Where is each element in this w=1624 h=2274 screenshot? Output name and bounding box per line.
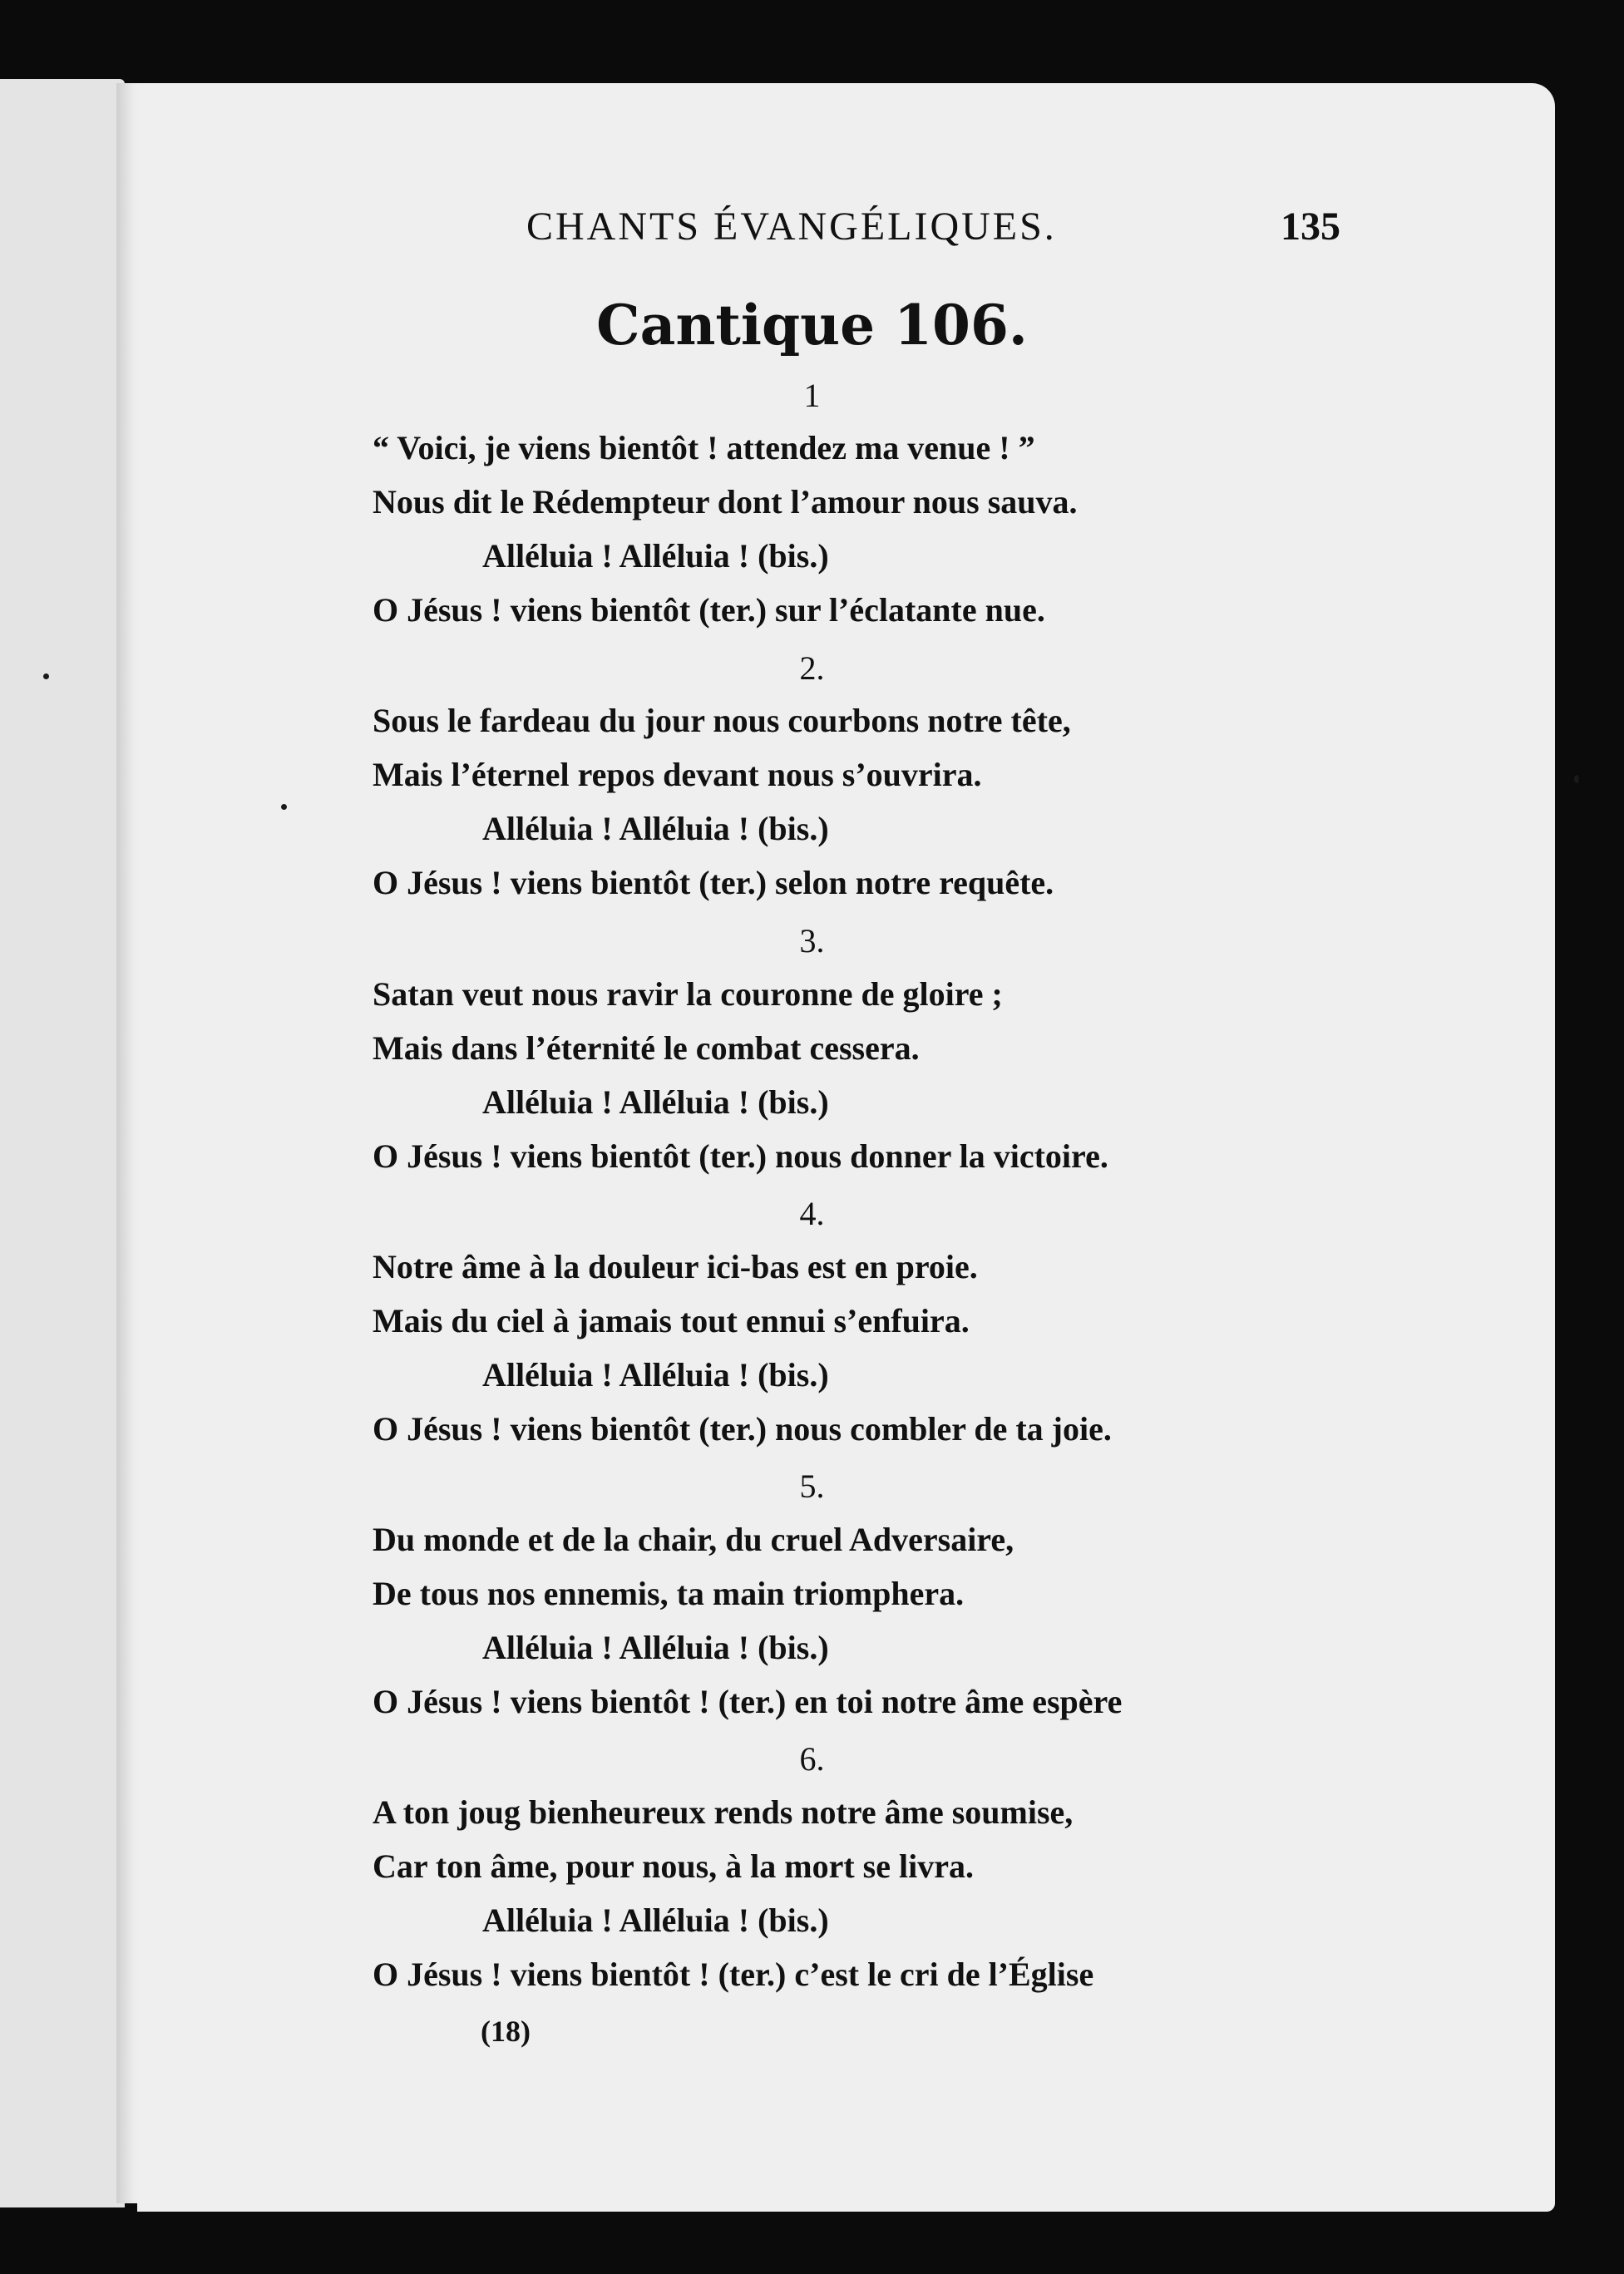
hymn-title: Cantique 106. [596, 293, 1028, 358]
verse-line: “ Voici, je viens bientôt ! attendez ma venue ! ” [373, 429, 1035, 466]
ink-speck [281, 804, 287, 810]
refrain-line: Alléluia ! Alléluia ! (bis.) [482, 1356, 829, 1394]
verse-number: 3. [799, 922, 825, 959]
verse-line: A ton joug bienheureux rends notre âme soumise, [373, 1793, 1074, 1831]
running-head: CHANTS ÉVANGÉLIQUES. [526, 205, 1057, 249]
verse-line: Nous dit le Rédempteur dont l’amour nous sauva. [373, 483, 1078, 520]
verse-line: O Jésus ! viens bientôt (ter.) sur l’éclatante nue. [373, 591, 1045, 629]
verse-line: Mais dans l’éternité le combat cessera. [373, 1029, 920, 1067]
verse-line: Satan veut nous ravir la couronne de gloire ; [373, 975, 1003, 1013]
verse-line: O Jésus ! viens bientôt (ter.) selon notre requête. [373, 864, 1054, 901]
printer-signature-mark: (18) [481, 2015, 531, 2048]
verse-line: Du monde et de la chair, du cruel Adversaire, [373, 1521, 1014, 1558]
verse-line: Mais l’éternel repos devant nous s’ouvrira. [373, 756, 982, 793]
refrain-line: Alléluia ! Alléluia ! (bis.) [482, 1629, 829, 1666]
refrain-line: Alléluia ! Alléluia ! (bis.) [482, 1902, 829, 1939]
verse-number: 5. [799, 1467, 825, 1505]
refrain-line: Alléluia ! Alléluia ! (bis.) [482, 537, 829, 575]
verse-line: O Jésus ! viens bientôt (ter.) nous combler de ta joie. [373, 1410, 1112, 1448]
verse-number: 4. [799, 1195, 825, 1232]
refrain-line: Alléluia ! Alléluia ! (bis.) [482, 1083, 829, 1121]
verse-line: O Jésus ! viens bientôt (ter.) nous donner la victoire. [373, 1137, 1108, 1175]
verse-line: O Jésus ! viens bientôt ! (ter.) en toi notre âme espère [373, 1683, 1123, 1720]
verse-line: Sous le fardeau du jour nous courbons notre tête, [373, 702, 1071, 739]
verse-line: Car ton âme, pour nous, à la mort se livra. [373, 1847, 974, 1885]
verse-line: Notre âme à la douleur ici-bas est en proie. [373, 1248, 978, 1285]
refrain-line: Alléluia ! Alléluia ! (bis.) [482, 810, 829, 847]
verse-number: 2. [799, 649, 825, 687]
page-number: 135 [1281, 205, 1340, 249]
verse-line: Mais du ciel à jamais tout ennui s’enfuira. [373, 1302, 970, 1339]
verse-line: De tous nos ennemis, ta main triomphera. [373, 1575, 965, 1612]
verse-number: 6. [799, 1740, 825, 1778]
verse-number: 1 [803, 377, 821, 414]
verse-line: O Jésus ! viens bientôt ! (ter.) c’est le cri de l’Église [373, 1956, 1094, 1993]
ink-speck [1574, 775, 1579, 783]
